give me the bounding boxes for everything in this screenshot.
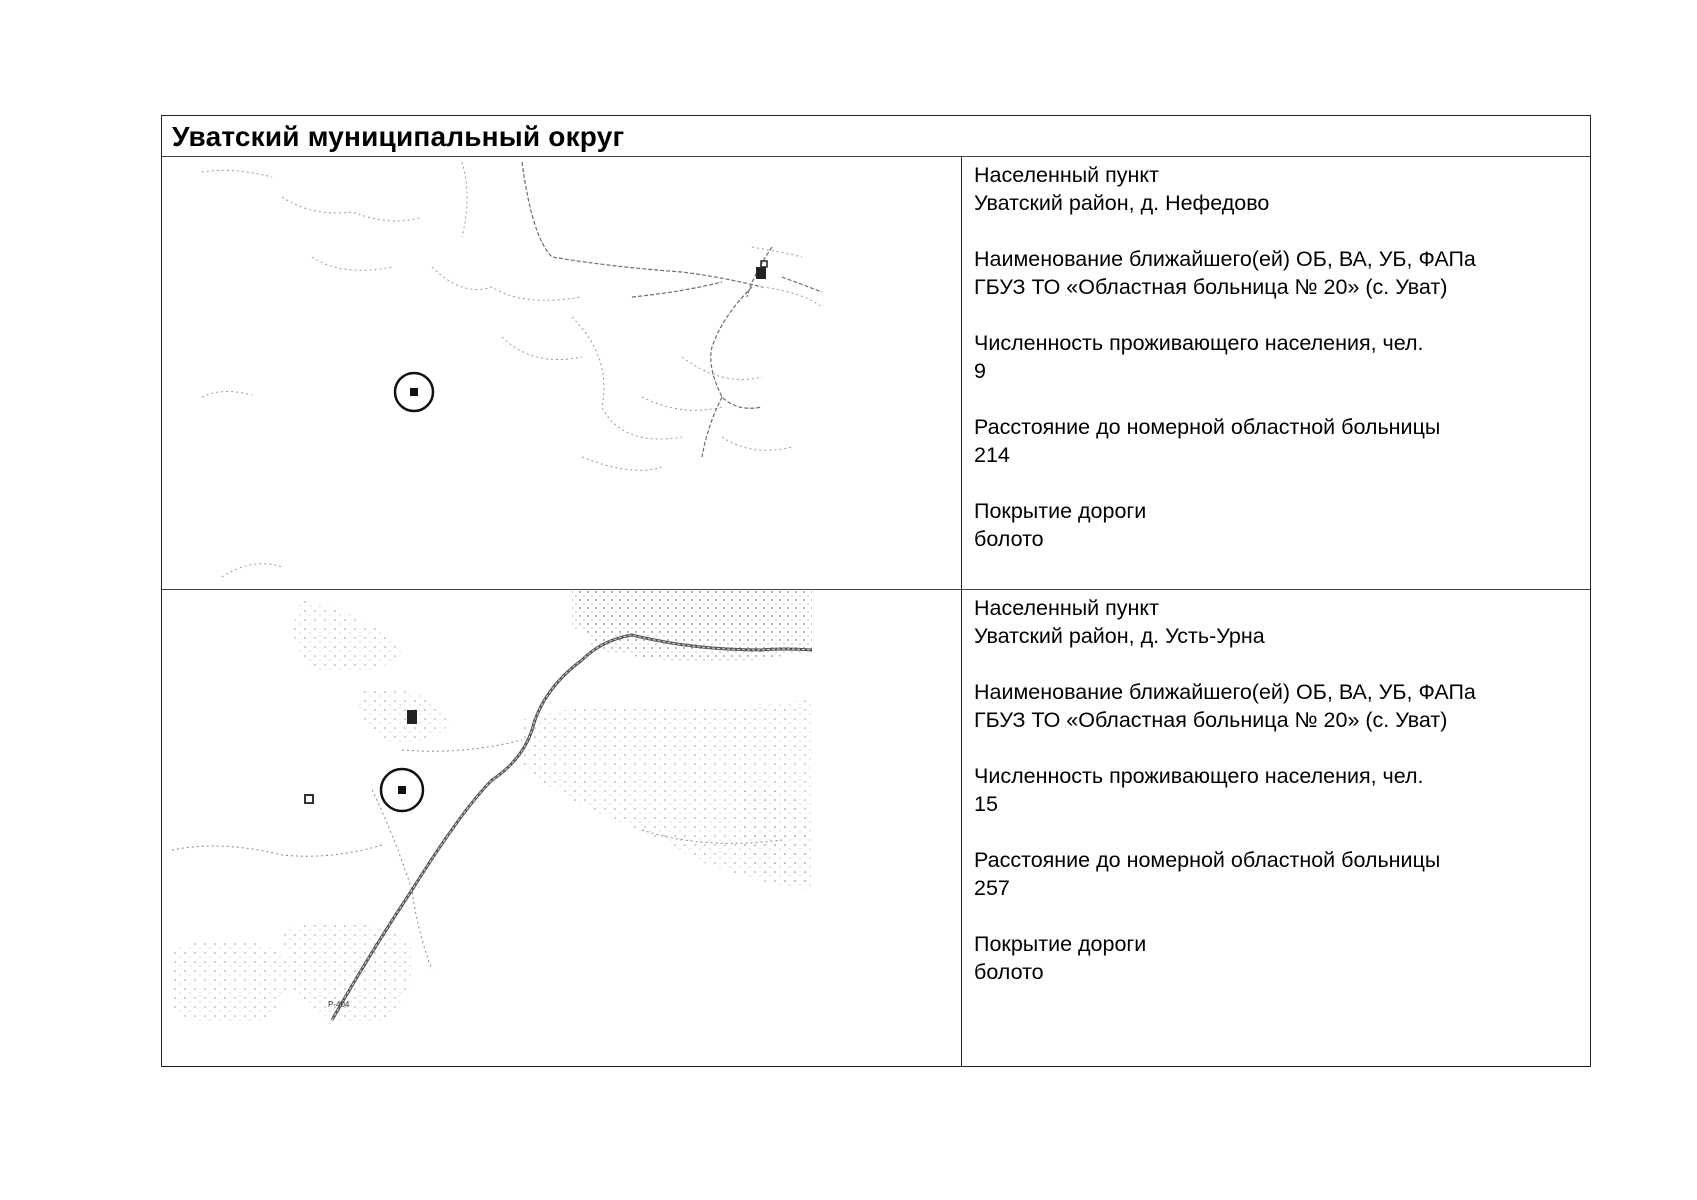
settlement-info [974, 594, 1586, 1014]
settlement-map-nefedovo [162, 157, 962, 589]
road-surface-value: болото [974, 960, 1044, 984]
table-title-row [162, 116, 1590, 157]
road-surface-label: Покрытие дороги [974, 932, 1147, 956]
settlements-table [161, 115, 1591, 1067]
settlement-map-ust-urna [162, 590, 962, 1066]
settlement-info [974, 161, 1586, 581]
map-image [162, 590, 962, 1066]
facility-label: Наименование ближайшего(ей) ОБ, ВА, УБ, ФАПа [974, 680, 1476, 704]
road-surface-value: болото [974, 527, 1044, 551]
settlement-value: Уватский район, д. Нефедово [974, 191, 1270, 215]
table-row [162, 590, 1590, 1066]
settlement-label: Населенный пункт [974, 163, 1159, 187]
population-label: Численность проживающего населения, чел. [974, 764, 1424, 788]
distance-label: Расстояние до номерной областной больницы [974, 848, 1441, 872]
population-label: Численность проживающего населения, чел. [974, 331, 1424, 355]
population-value: 15 [974, 792, 998, 816]
facility-value: ГБУЗ ТО «Областная больница № 20» (с. Уват) [974, 275, 1448, 299]
distance-label: Расстояние до номерной областной больницы [974, 415, 1441, 439]
settlement-label: Населенный пункт [974, 596, 1159, 620]
district-title: Уватский муниципальный округ [172, 121, 625, 152]
road-surface-label: Покрытие дороги [974, 499, 1147, 523]
distance-value: 214 [974, 443, 1010, 467]
table-row [162, 157, 1590, 590]
facility-label: Наименование ближайшего(ей) ОБ, ВА, УБ, ФАПа [974, 247, 1476, 271]
distance-value: 257 [974, 876, 1010, 900]
map-image [162, 157, 962, 589]
population-value: 9 [974, 359, 986, 383]
settlement-value: Уватский район, д. Усть-Урна [974, 624, 1265, 648]
facility-value: ГБУЗ ТО «Областная больница № 20» (с. Уват) [974, 708, 1448, 732]
road-number-label: Р-404 [328, 1000, 350, 1009]
